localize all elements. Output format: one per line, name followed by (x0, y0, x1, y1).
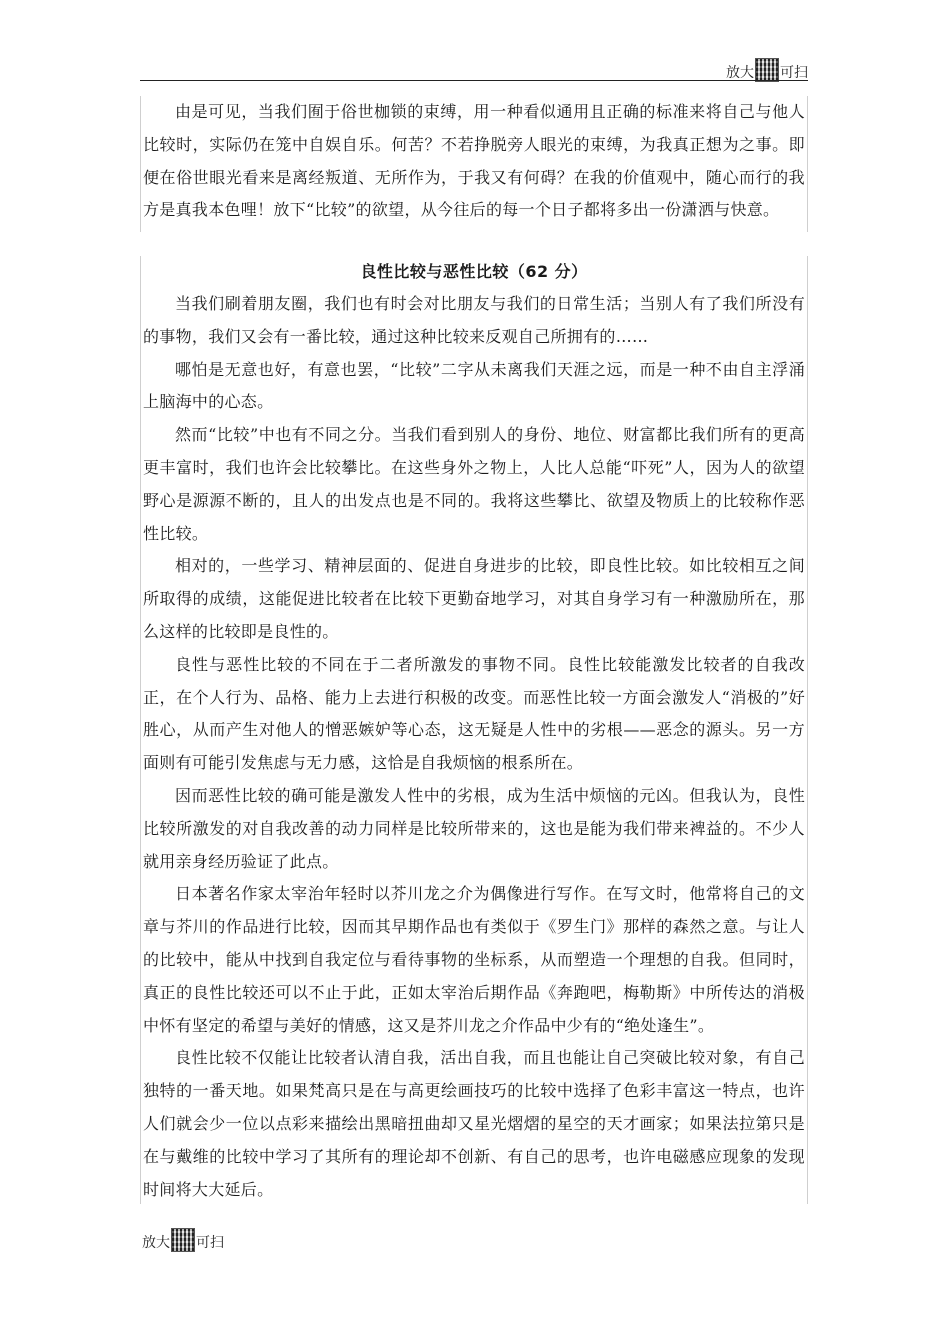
intro-paragraph: 由是可见，当我们囿于俗世枷锁的束缚，用一种看似通用且正确的标准来将自己与他人比较时，实际仍在笼中自娱自乐。何苦？不若挣脱旁人眼光的束缚，为我真正想为之事。即便在俗世眼光看来是离经叛道、无所作为，于我又有何碍？在我的价值观中，随心而行的我方是真我本色哩！放下“比较”的欲望，从今往后的每一个日子都将多出一份潇洒与快意。 (143, 102, 805, 220)
essay-paragraph: 然而“比较”中也有不同之分。当我们看到别人的身份、地位、财富都比我们所有的更高更丰富时，我们也许会比较攀比。在这些身外之物上，人比人总能“吓死”人，因为人的欲望野心是源源不断的，且人的出发点也是不同的。我将这些攀比、欲望及物质上的比较称作恶性比较。 (143, 425, 805, 543)
essay-paragraph: 良性比较不仅能让比较者认清自我，活出自我，而且也能让自己突破比较对象，有自己独特的一番天地。如果梵高只是在与高更绘画技巧的比较中选择了色彩丰富这一特点，也许人们就会少一位以点彩来描绘出黑暗扭曲却又星光熠熠的星空的天才画家；如果法拉第只是在与戴维的比较中学习了其所有的理论却不创新、有自己的思考，也许电磁感应现象的发现时间将大大延后。 (143, 1048, 805, 1199)
qr-code-icon (755, 58, 779, 82)
qr-caption-left: 放大 (726, 65, 754, 81)
essay-block (140, 256, 808, 1204)
essay-paragraph: 相对的，一些学习、精神层面的、促进自身进步的比较，即良性比较。如比较相互之间所取得的成绩，这能促进比较者在比较下更勤奋地学习，对其自身学习有一种激励所在，那么这样的比较即是良性的。 (143, 556, 805, 641)
qr-caption-left: 放大 (142, 1235, 170, 1251)
essay-paragraph: 哪怕是无意也好，有意也罢，“比较”二字从未离我们天涯之远，而是一种不由自主浮涌上脑海中的心态。 (143, 359, 805, 412)
header-rule (140, 80, 808, 81)
qr-caption-right: 可扫 (196, 1235, 224, 1251)
essay-paragraph: 当我们刷着朋友圈，我们也有时会对比朋友与我们的日常生活；当别人有了我们所没有的事物，我们又会有一番比较，通过这种比较来反观自己所拥有的…… (143, 294, 805, 346)
intro-block (140, 96, 808, 232)
qr-caption-right: 可扫 (780, 65, 808, 81)
essay-paragraph: 因而恶性比较的确可能是激发人性中的劣根，成为生活中烦恼的元凶。但我认为，良性比较所激发的对自我改善的动力同样是比较所带来的，这也是能为我们带来裨益的。不少人就用亲身经历验证了此点。 (143, 785, 805, 871)
bottom-qr-caption (142, 1228, 224, 1253)
essay-paragraph: 良性与恶性比较的不同在于二者所激发的事物不同。良性比较能激发比较者的自我改正，在个人行为、品格、能力上去进行积极的改变。而恶性比较一方面会激发人“消极的”好胜心，从而产生对他人的憎恶嫉妒等心态，这无疑是人性中的劣根——恶念的源头。另一方面则有可能引发焦虑与无力感，这恰是自我烦恼的根系所在。 (143, 654, 805, 773)
essay-title: 良性比较与恶性比较（62 分） (360, 262, 588, 281)
essay-paragraph: 日本著名作家太宰治年轻时以芥川龙之介为偶像进行写作。在写文时，他常将自己的文章与芥川的作品进行比较，因而其早期作品也有类似于《罗生门》那样的森然之意。与让人的比较中，能从中找到自我定位与看待事物的坐标系，从而塑造一个理想的自我。但同时，真正的良性比较还可以不止于此，正如太宰治后期作品《奔跑吧，梅勒斯》中所传达的消极中怀有坚定的希望与美好的情感，这又是芥川龙之介作品中少有的“绝处逢生”。 (143, 884, 805, 1035)
qr-code-icon (171, 1228, 195, 1252)
